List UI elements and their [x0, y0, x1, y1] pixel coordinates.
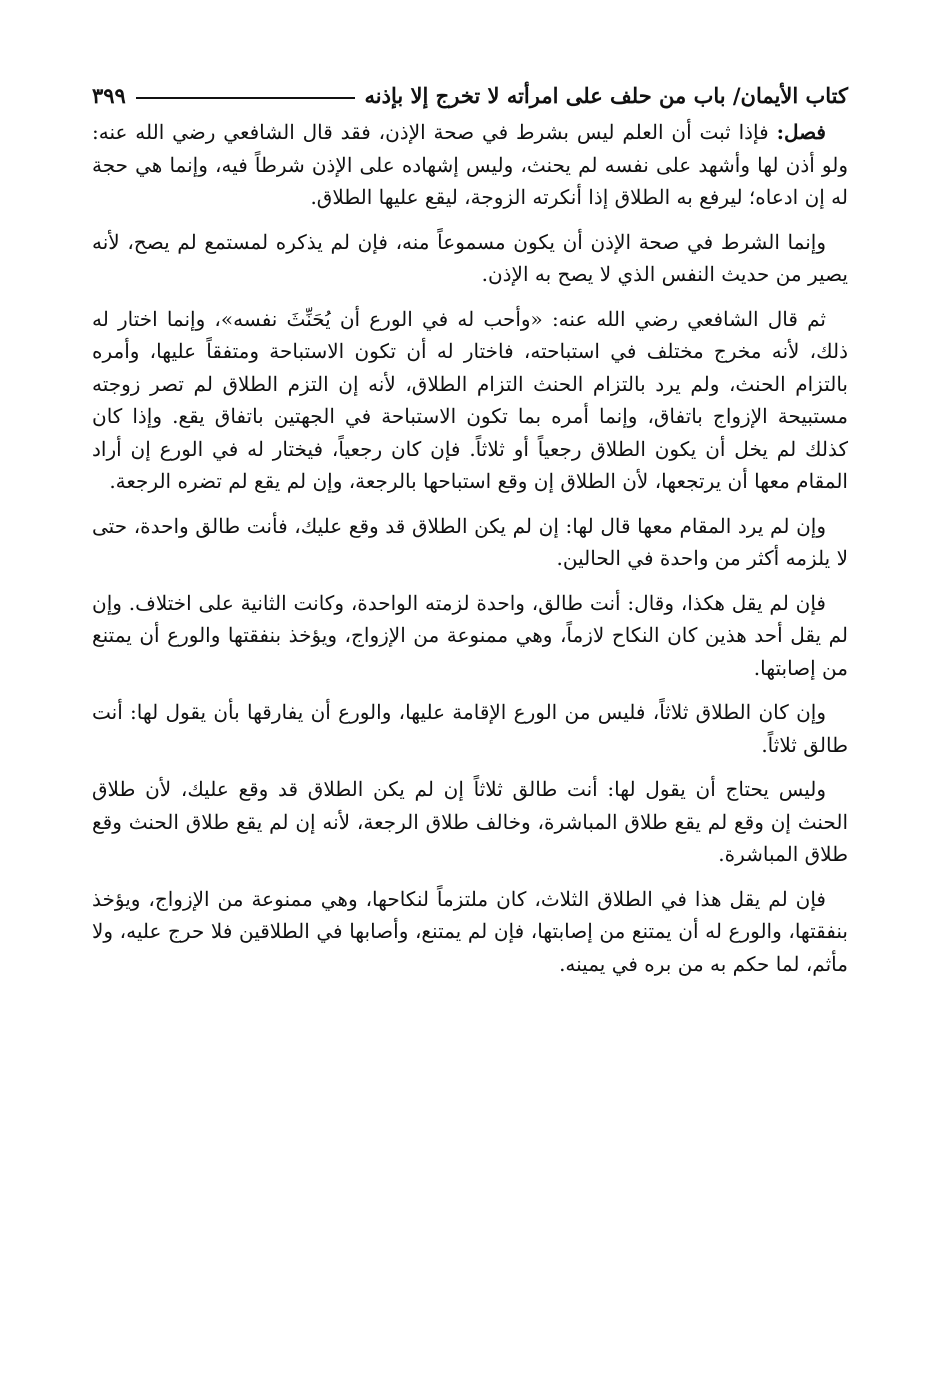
page-number: ٣٩٩ [92, 82, 126, 108]
paragraph-5: فإن لم يقل هكذا، وقال: أنت طالق، واحدة لزمته الواحدة، وكانت الثانية على اختلاف. وإن لم يقل أحد هذين كان النكاح لازماً، وهي ممنوعة من الإزواج، ويؤخذ بنفقتها والورع أن يمتنع من إصابتها. [92, 590, 848, 680]
paragraph-8: فإن لم يقل هذا في الطلاق الثلاث، كان ملتزماً لنكاحها، وهي ممنوعة من الإزواج، ويؤخذ بنفقتها، والورع له أن يمتنع من إصابتها، فإن لم يمتنع، وأصابها في الطلاقين فلا حرج عليه، ولا مأثم، لما حكم به من بره في يمينه. [92, 886, 848, 976]
paragraph-1 [92, 116, 848, 214]
running-header [92, 76, 848, 114]
paragraph-1-text: فإذا ثبت أن العلم ليس بشرط في صحة الإذن، فقد قال الشافعي رضي الله عنه: ولو أذن لها وأشهد على نفسه لم يحنث، وليس إشهاده على الإذن شرطاً فيه، وإنما هي حجة له إن ادعاه؛ ليرفع به الطلاق إذا أنكرته الزوجة، ليقع عليها الطلاق. [92, 120, 848, 209]
header-rule [136, 97, 355, 99]
paragraph-2: وإنما الشرط في صحة الإذن أن يكون مسموعاً منه، فإن لم يذكره لمستمع لم يصح، لأنه يصير من حديث النفس الذي لا يصح به الإذن. [92, 229, 848, 286]
book-page [92, 76, 848, 992]
body-text [92, 116, 848, 980]
paragraph-6: وإن كان الطلاق ثلاثاً، فليس من الورع الإقامة عليها، والورع أن يفارقها بأن يقول لها: أنت طالق ثلاثاً. [92, 700, 848, 757]
paragraph-3: ثم قال الشافعي رضي الله عنه: «وأحب له في الورع أن يُحَنِّثَ نفسه»، وإنما اختار له ذلك، لأنه مخرج مختلف في استباحته، فاختار له أن تكون الاستباحة ومتفقاً عليها، وأمره بالتزام الحنث، ولم يرد بالتزام الحنث التزام الطلاق، لأنه إن التزم الطلاق لم تصر زوجته مستبيحة الإزواج باتفاق، وإنما أمره بما تكون الاستباحة في الجهتين باتفاق يقع. وإذا كان كذلك لم يخل أن يكون الطلاق رجعياً أو ثلاثاً. فإن كان رجعياً، فيختار له في الورع إن أراد المقام معها أن يرتجعها، لأن الطلاق إن وقع استباحها بالرجعة، وإن لم يقع لم تضره الرجعة. [92, 306, 848, 493]
section-lead-word: فصل: [776, 120, 826, 144]
header-title: كتاب الأيمان/ باب من حلف على امرأته لا تخرج إلا بإذنه [364, 82, 848, 108]
paragraph-4: وإن لم يرد المقام معها قال لها: إن لم يكن الطلاق قد وقع عليك، فأنت طالق واحدة، حتى لا يلزمه أكثر من واحدة في الحالين. [92, 513, 848, 570]
paragraph-7: وليس يحتاج أن يقول لها: أنت طالق ثلاثاً إن لم يكن الطلاق قد وقع عليك، لأن طلاق الحنث إن وقع لم يقع طلاق المباشرة، وخالف طلاق الرجعة، لأنه إن لم يقع طلاق الحنث وقع طلاق المباشرة. [92, 777, 848, 866]
